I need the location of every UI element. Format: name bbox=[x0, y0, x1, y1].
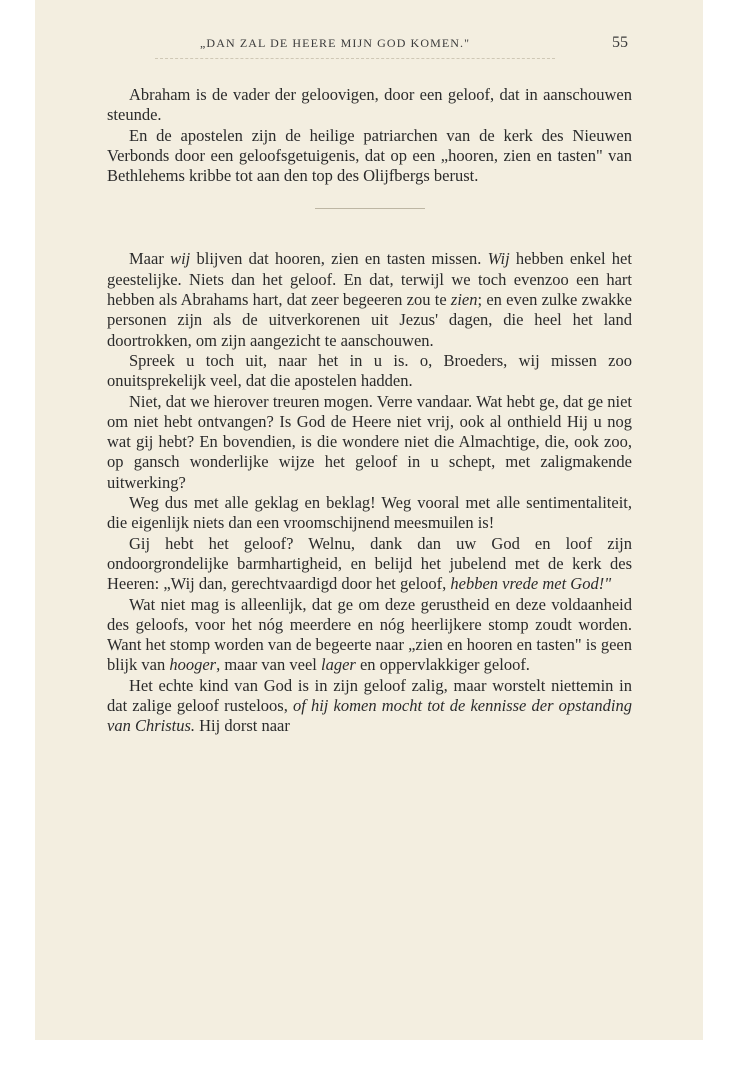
paragraph: Weg dus met alle geklag en beklag! Weg vooral met alle sentimentaliteit, die eigenlijk niets dan een vroomschijnend meesmuilen is! bbox=[107, 493, 632, 533]
section-divider bbox=[315, 208, 425, 209]
text-run: Gij hebt het geloof? Welnu, dank dan uw God en loof zijn ondoorgrondelijke barmhartigheid, en belijd het jubelend met de kerk des Heeren: „Wij dan, gerechtvaardigd door het geloof, bbox=[107, 533, 632, 594]
paragraph bbox=[107, 534, 632, 595]
text-run: Maar bbox=[129, 249, 171, 269]
text-run: ; en even zulke zwakke personen zijn als de uitverkorenen uit Jezus' dagen, die heel het land doortrokken, om zijn aangezicht te aanschouwen. bbox=[107, 290, 632, 350]
paragraph bbox=[107, 595, 632, 676]
paragraph: Abraham is de vader der geloovigen, door een geloof, dat in aanschouwen steunde. bbox=[107, 85, 632, 125]
emphasis: wij bbox=[170, 249, 191, 269]
text-run: Hij dorst naar bbox=[195, 716, 290, 736]
text-run: hebben enkel het geestelijke. Niets dan het geloof. En dat, terwijl we toch evenzoo een hart hebben als Abrahams hart, dat zeer begeeren zou te bbox=[107, 249, 632, 310]
paragraph: Niet, dat we hierover treuren mogen. Verre vandaar. Wat hebt ge, dat ge niet om niet hebt ontvangen? Is God de Heere niet vrij, ook al onthield Hij u nog wat gij hebt? En bovendien, is die wondere niet die Almachtige, die, ook zoo, op gansch wonderlijke wijze het geloof in u schept, met zaligmakende uitwerking? bbox=[107, 391, 632, 492]
book-page bbox=[35, 0, 703, 1040]
paragraph: En de apostelen zijn de heilige patriarchen van de kerk des Nieuwen Verbonds door een geloofsgetuigenis, dat op een „hooren, zien en tasten" van Bethlehems kribbe tot aan den top des Olijfbergs berust. bbox=[107, 125, 632, 186]
paragraph bbox=[107, 676, 632, 737]
text-run: Het echte kind van God is in zijn geloof zalig, maar worstelt niettemin in dat zalige geloof rusteloos, bbox=[107, 675, 632, 716]
text-run: blijven dat hooren, zien en tasten missen. bbox=[190, 249, 488, 269]
page-header bbox=[35, 34, 703, 58]
emphasis: lager bbox=[320, 655, 356, 675]
emphasis: hooger bbox=[169, 655, 217, 675]
emphasis: zien bbox=[450, 290, 478, 310]
emphasis: of hij komen mocht tot de kennisse der opstanding van Christus. bbox=[107, 696, 632, 736]
text-run: Wat niet mag is alleenlijk, dat ge om deze gerustheid en deze voldaanheid des geloofs, voor het nóg meerdere en nóg heerlijkere stomp zoudt worden. Want het stomp worden van de begeerte naar „zien en hooren en tasten" is geen blijk van bbox=[107, 594, 632, 675]
emphasis: hebben vrede met God!" bbox=[450, 574, 612, 594]
running-head: „DAN ZAL DE HEERE MIJN GOD KOMEN." bbox=[200, 36, 471, 50]
page-number: 55 bbox=[612, 34, 628, 51]
body-text bbox=[107, 85, 632, 737]
emphasis: Wij bbox=[487, 249, 510, 269]
text-run: , maar van veel bbox=[216, 655, 321, 675]
header-rule bbox=[155, 58, 555, 60]
paragraph: Spreek u toch uit, naar het in u is. o, Broeders, wij missen zoo onuitsprekelijk veel, dat die apostelen hadden. bbox=[107, 350, 632, 391]
text-run: en oppervlakkiger geloof. bbox=[355, 655, 530, 675]
paragraph bbox=[107, 249, 632, 350]
